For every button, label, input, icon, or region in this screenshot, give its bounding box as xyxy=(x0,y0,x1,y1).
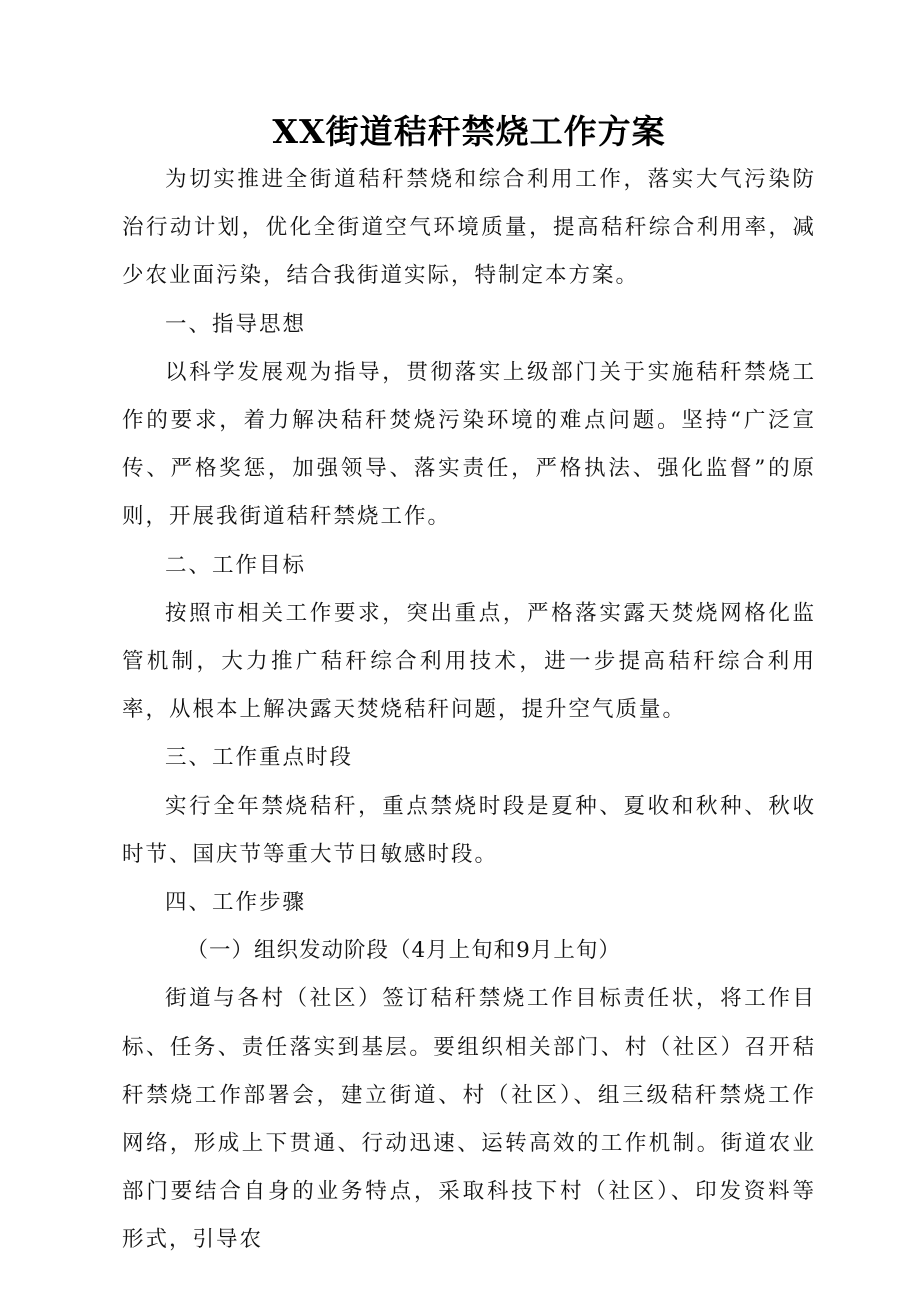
section-body-work-goals: 按照市相关工作要求，突出重点，严格落实露天焚烧网格化监管机制，大力推广秸秆综合利用技术，进一步提高秸秆综合利用率，从根本上解决露天焚烧秸秆问题，提升空气质量。 xyxy=(122,600,816,723)
intro-paragraph: 为切实推进全街道秸秆禁烧和综合利用工作，落实大气污染防治行动计划，优化全街道空气环境质量，提高秸秆综合利用率，减少农业面污染，结合我街道实际，特制定本方案。 xyxy=(122,167,816,289)
subsection-heading-mobilization: （一）组织发动阶段（4月上旬和9月上旬） xyxy=(186,938,621,964)
section-heading-work-steps: 四、工作步骤 xyxy=(165,890,307,916)
section-heading-guiding-ideology: 一、指导思想 xyxy=(165,311,307,337)
section-heading-key-periods: 三、工作重点时段 xyxy=(165,745,354,771)
section-body-key-periods: 实行全年禁烧秸秆，重点禁烧时段是夏种、夏收和秋种、秋收时节、国庆节等重大节日敏感时段。 xyxy=(122,793,816,867)
document-title: XX街道秸秆禁烧工作方案 xyxy=(272,112,666,151)
section-body-guiding-ideology: 以科学发展观为指导，贯彻落实上级部门关于实施秸秆禁烧工作的要求，着力解决秸秆焚烧污染环境的难点问题。坚持“广泛宣传、严格奖惩，加强领导、落实责任，严格执法、强化监督”的原则，开展我街道秸秆禁烧工作。 xyxy=(122,359,816,530)
subsection-body-mobilization: 街道与各村（社区）签订秸秆禁烧工作目标责任状，将工作目标、任务、责任落实到基层。要组织相关部门、村（社区）召开秸秆禁烧工作部署会，建立街道、村（社区）、组三级秸秆禁烧工作网络，形成上下贯通、行动迅速、运转高效的工作机制。街道农业部门要结合自身的业务特点，采取科技下村（社区）、印发资料等形式，引导农 xyxy=(122,986,816,1253)
section-heading-work-goals: 二、工作目标 xyxy=(165,552,307,578)
